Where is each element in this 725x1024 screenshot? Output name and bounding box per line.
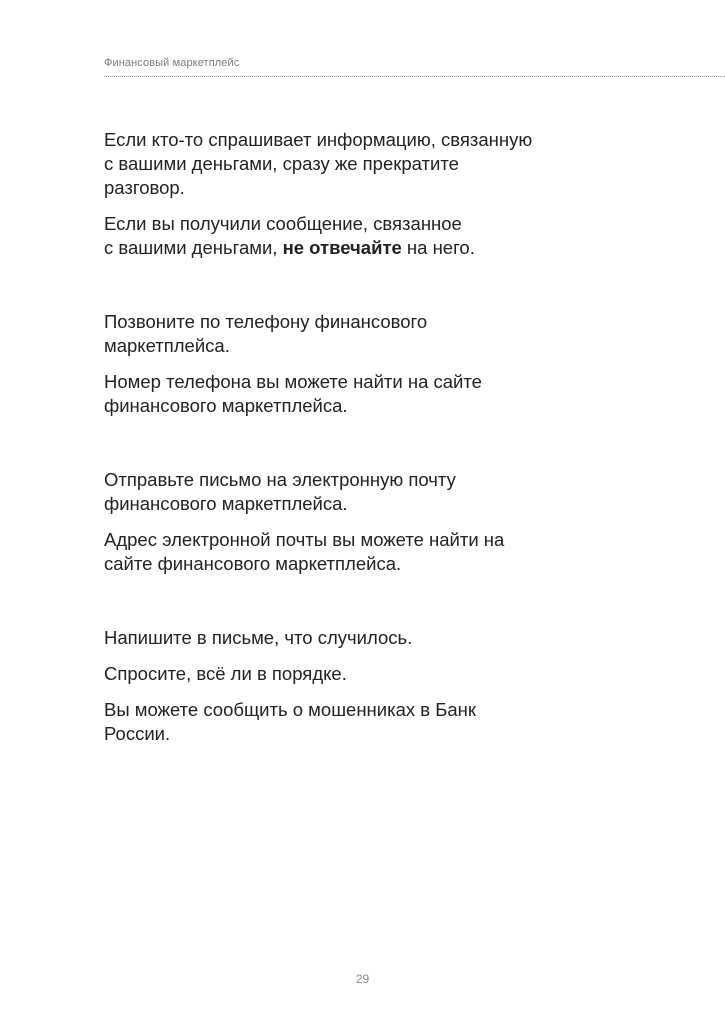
text-line: Адрес электронной почты вы можете найти на (104, 529, 505, 550)
emphasis-do-not-reply: не отвечайте (282, 237, 402, 258)
section-stop-conversation (104, 128, 664, 260)
section-letter (104, 626, 664, 746)
paragraph-report-to-bank (104, 698, 664, 746)
text-line: разговор. (104, 177, 185, 198)
paragraph-do-not-reply (104, 212, 664, 260)
text-line: России. (104, 723, 171, 744)
page-number: 29 (355, 972, 370, 986)
text-line: Позвоните по телефону финансового (104, 311, 428, 332)
text-line: финансового маркетплейса. (104, 493, 348, 514)
text-line: Вы можете сообщить о мошенниках в Банк (104, 699, 476, 720)
text-line: Если вы получили сообщение, связанное (104, 213, 462, 234)
text-fragment: на него. (401, 237, 475, 258)
text-line: Отправьте письмо на электронную почту (104, 469, 456, 490)
text-line: маркетплейса. (104, 335, 230, 356)
paragraph-stop-conversation (104, 128, 664, 200)
paragraph-send-email (104, 468, 664, 516)
text-fragment: с вашими деньгами, (104, 237, 283, 258)
page-content (104, 128, 664, 746)
section-email (104, 468, 664, 576)
header-title: Финансовый маркетплейс (104, 57, 240, 69)
paragraph-email-on-site (104, 528, 664, 576)
paragraph-call-marketplace (104, 310, 664, 358)
text-line: Спросите, всё ли в порядке. (104, 663, 347, 684)
page-header (104, 55, 725, 77)
text-line: Если кто-то спрашивает информацию, связанную (104, 129, 533, 150)
section-call (104, 310, 664, 418)
text-line: Номер телефона вы можете найти на сайте (104, 371, 482, 392)
text-line: сайте финансового маркетплейса. (104, 553, 402, 574)
text-line: Напишите в письме, что случилось. (104, 627, 413, 648)
paragraph-ask-if-ok (104, 662, 664, 686)
text-line: с вашими деньгами, сразу же прекратите (104, 153, 459, 174)
header-divider (104, 76, 725, 77)
text-line: финансового маркетплейса. (104, 395, 348, 416)
paragraph-write-what-happened (104, 626, 664, 650)
paragraph-phone-on-site (104, 370, 664, 418)
